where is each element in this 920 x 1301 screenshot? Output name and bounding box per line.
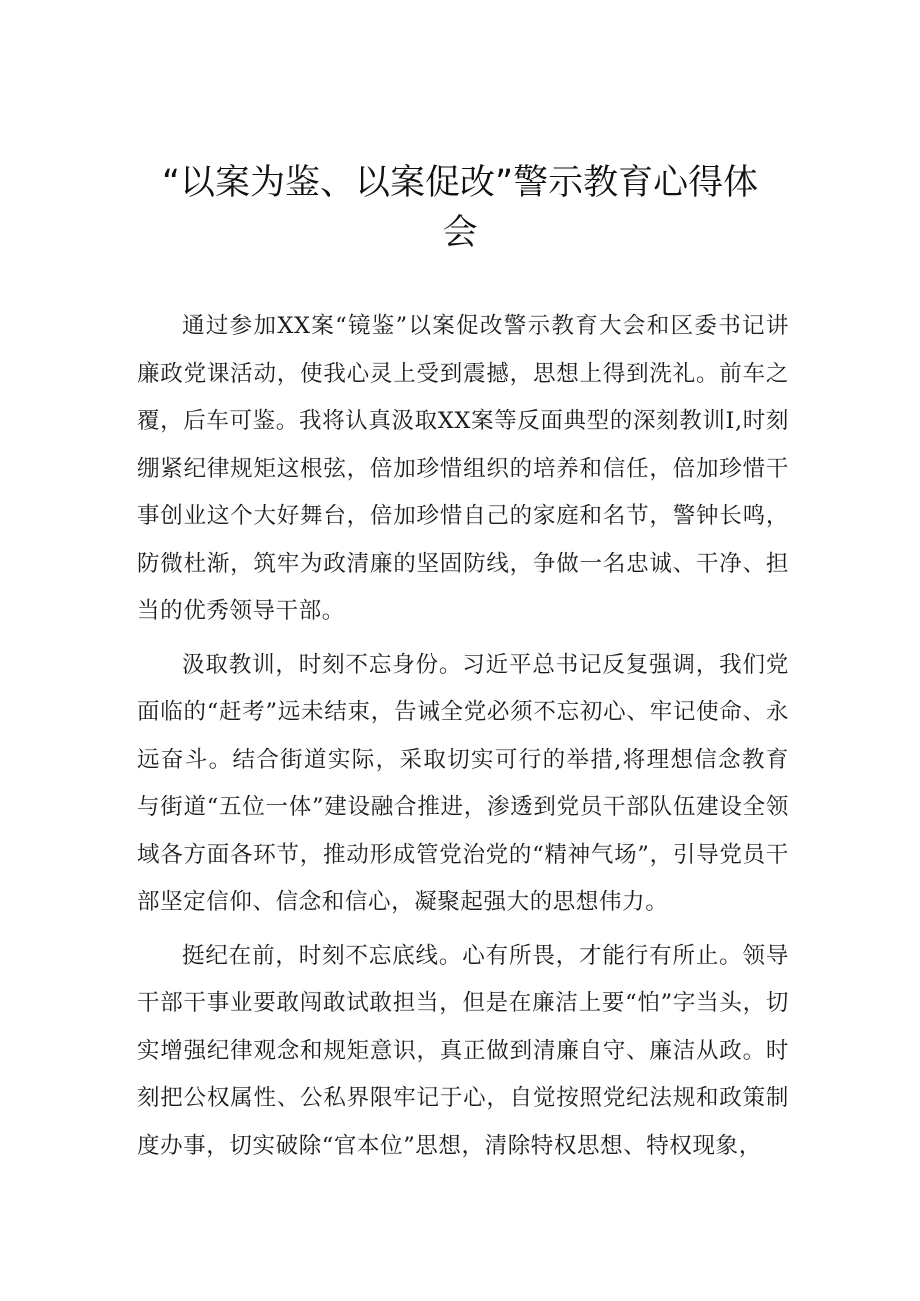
document-title: “以案为鉴、以案促改”警示教育心得体会 xyxy=(161,163,759,253)
paragraph-2: 汲取教训，时刻不忘身份。习近平总书记反复强调，我们党面临的“赶考”远未结束，告诫全党必须不忘初心、牢记使命、永远奋斗。结合街道实际，采取切实可行的举措,将理想信念教育与街道“五位一体”建设融合推进，渗透到党员干部队伍建设全领域各方面各环节，推动形成管党治党的“精神气场”，引导党员干部坚定信仰、信念和信心，凝聚起强大的思想伟力。 xyxy=(137,651,789,915)
document-body xyxy=(137,303,789,1170)
paragraph-3: 挺纪在前，时刻不忘底线。心有所畏，才能行有所止。领导干部干事业要敢闯敢试敢担当，但是在廉洁上要“怕”字当头，切实增强纪律观念和规矩意识，真正做到清廉自守、廉洁从政。时刻把公权属性、公私界限牢记于心，自觉按照党纪法规和政策制度办事，切实破除“官本位”思想，清除特权思想、特权现象， xyxy=(137,942,789,1159)
paragraph-1: 通过参加XX案“镜鉴”以案促改警示教育大会和区委书记讲廉政党课活动，使我心灵上受到震撼，思想上得到洗礼。前车之覆，后车可鉴。我将认真汲取XX案等反面典型的深刻教训I,时刻绷紧纪律规矩这根弦，倍加珍惜组织的培养和信任，倍加珍惜干事创业这个大好舞台，倍加珍惜自己的家庭和名节，警钟长鸣，防微杜渐，筑牢为政清廉的坚固防线，争做一名忠诚、干净、担当的优秀领导干部。 xyxy=(137,313,789,624)
